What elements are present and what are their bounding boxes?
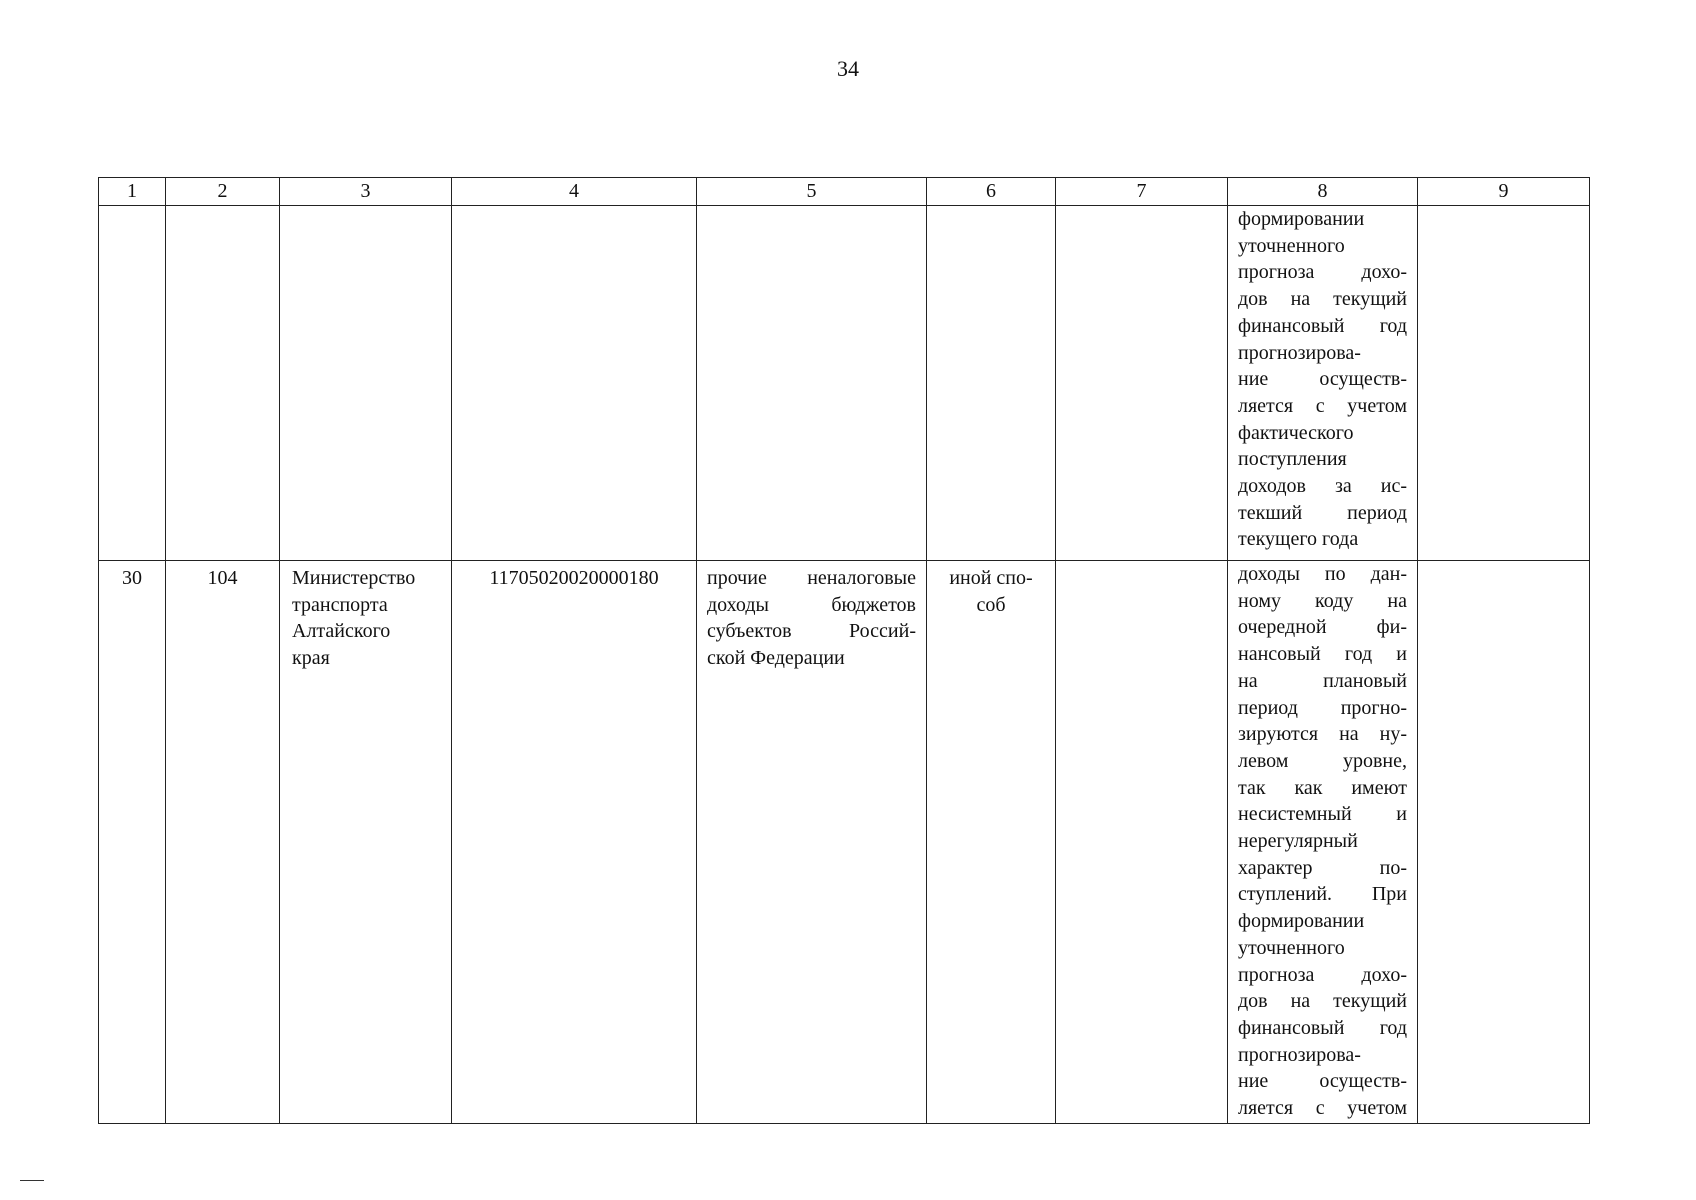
administrator-name-cell: [280, 561, 452, 1124]
text-line: формировании: [1238, 208, 1365, 230]
text-line: нансовый год и: [1238, 643, 1407, 666]
row-number-cell: 30: [99, 561, 166, 1124]
text-line: уточненного: [1238, 936, 1345, 959]
text-line: очередной фи-: [1238, 616, 1407, 639]
table-cell: [1056, 561, 1228, 1124]
text-line: финансовый год: [1238, 314, 1407, 337]
text-line: ляется с учетом: [1238, 394, 1407, 417]
text-line: финансовый год: [1238, 1016, 1407, 1039]
text-line: соб: [976, 593, 1006, 616]
scan-mark: [20, 1180, 44, 1181]
table-row-continued: [99, 206, 1590, 561]
column-header: 8: [1228, 178, 1418, 206]
text-line: прочие неналоговые: [707, 567, 916, 589]
table-cell: [1418, 206, 1590, 561]
column-header: 3: [280, 178, 452, 206]
method-description-cell: [1228, 206, 1418, 561]
text-line: прогнозирова-: [1238, 341, 1361, 364]
table-cell: [1056, 206, 1228, 561]
table-cell: [697, 206, 927, 561]
text-line: текший период: [1238, 501, 1407, 524]
text-line: доходы по дан-: [1238, 563, 1407, 585]
text-line: ному коду на: [1238, 589, 1407, 612]
text-line: дов на текущий: [1238, 990, 1407, 1013]
table-cell: [927, 206, 1056, 561]
text-line: ние осуществ-: [1238, 1070, 1407, 1093]
text-line: формировании: [1238, 910, 1365, 933]
text-line: уточненного: [1238, 234, 1345, 257]
text-line: дов на текущий: [1238, 288, 1407, 311]
page-number: 34: [837, 56, 859, 81]
forecast-method-cell: [927, 561, 1056, 1124]
text-line: прогноза дохо-: [1238, 963, 1407, 986]
text-line: прогноза дохо-: [1238, 261, 1407, 284]
text-line: поступления: [1238, 448, 1347, 471]
table-row-30: [99, 561, 1590, 1124]
text-line: характер по-: [1238, 856, 1407, 879]
revenue-table: [98, 177, 1590, 1124]
kbk-code-cell: 11705020020000180: [452, 561, 697, 1124]
text-line: транспорта: [292, 593, 388, 616]
admin-code-cell: 104: [166, 561, 280, 1124]
text-line: ляется с учетом: [1238, 1097, 1407, 1120]
text-line: на плановый: [1238, 669, 1407, 692]
column-header: 6: [927, 178, 1056, 206]
text-line: ние осуществ-: [1238, 368, 1407, 391]
text-line: ступлений. При: [1238, 883, 1407, 906]
text-line: нерегулярный: [1238, 830, 1358, 853]
text-line: доходы бюджетов: [707, 593, 916, 616]
column-header: 1: [99, 178, 166, 206]
text-line: текущего года: [1238, 528, 1359, 551]
text-line: фактического: [1238, 421, 1354, 444]
text-line: зируются на ну-: [1238, 723, 1407, 746]
column-header: 5: [697, 178, 927, 206]
revenue-name-cell: [697, 561, 927, 1124]
column-header: 4: [452, 178, 697, 206]
text-line: субъектов Россий-: [707, 620, 916, 643]
text-line: края: [292, 647, 330, 670]
text-line: доходов за ис-: [1238, 475, 1407, 498]
text-line: ской Федерации: [707, 647, 845, 670]
column-header: 9: [1418, 178, 1590, 206]
text-line: так как имеют: [1238, 776, 1407, 799]
table-cell: [280, 206, 452, 561]
table-cell: [99, 206, 166, 561]
text-line: иной спо-: [949, 567, 1033, 589]
column-header: 7: [1056, 178, 1228, 206]
method-description-cell: [1228, 561, 1418, 1124]
text-line: Министерство: [292, 567, 416, 589]
table-cell: [1418, 561, 1590, 1124]
table-cell: [166, 206, 280, 561]
table-cell: [452, 206, 697, 561]
text-line: несистемный и: [1238, 803, 1407, 826]
column-number-row: [99, 178, 1590, 206]
text-line: период прогно-: [1238, 696, 1407, 719]
text-line: левом уровне,: [1238, 749, 1407, 772]
text-line: Алтайского: [292, 620, 391, 643]
column-header: 2: [166, 178, 280, 206]
text-line: прогнозирова-: [1238, 1043, 1361, 1066]
